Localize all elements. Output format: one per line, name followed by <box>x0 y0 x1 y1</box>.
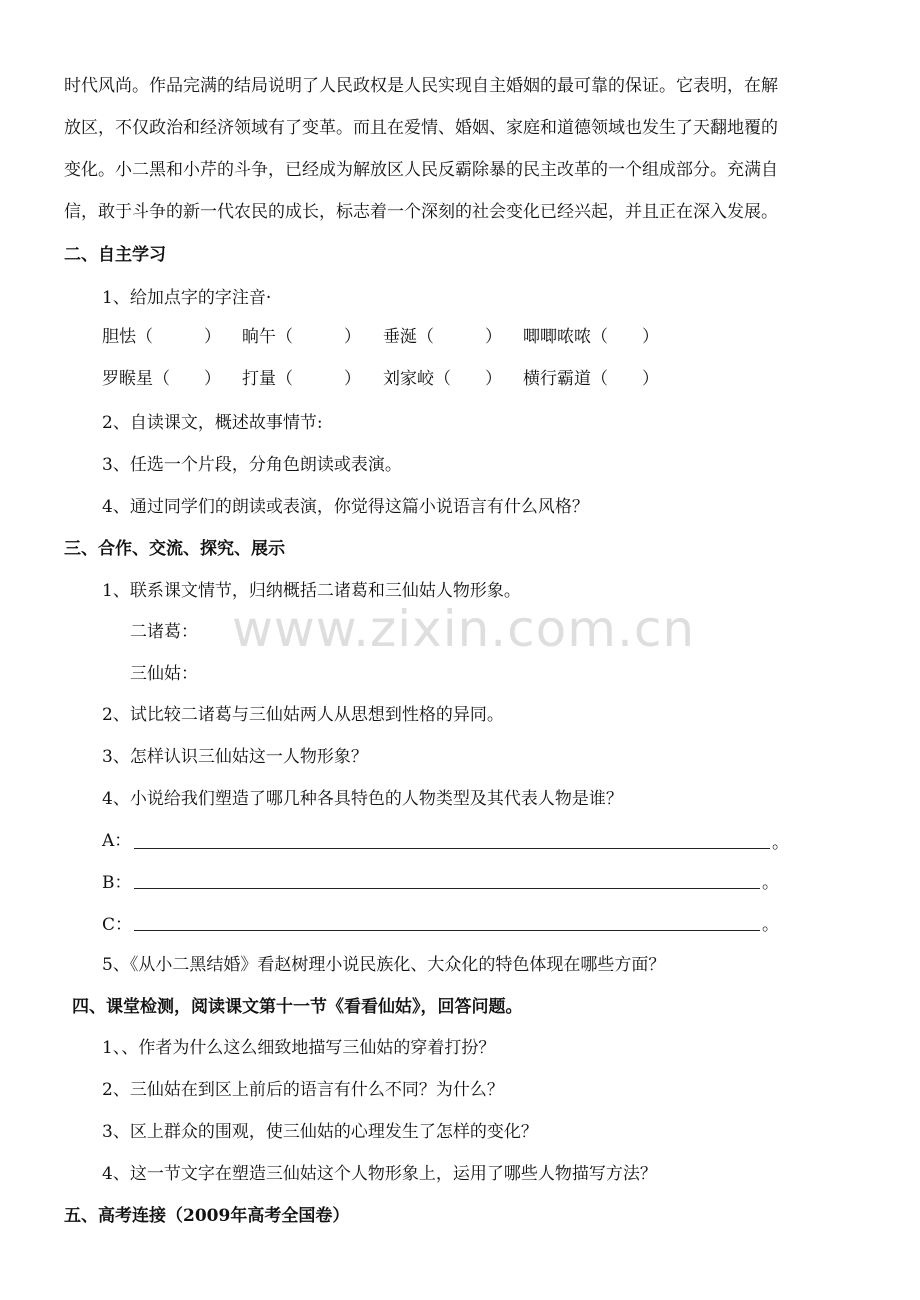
answer-line-a[interactable] <box>134 847 770 849</box>
s3-question-5: 5、《从小二黑结婚》看赵树理小说民族化、大众化的特色体现在哪些方面？ <box>102 955 666 975</box>
answer-line-b[interactable] <box>134 887 760 889</box>
s2-question-3: 3、任选一个片段，分角色朗读或表演。 <box>102 455 402 475</box>
answer-label-b: B： <box>102 873 132 893</box>
s3-question-1: 1、联系课文情节，归纳概括二诸葛和三仙姑人物形象。 <box>102 581 521 601</box>
s2-question-4: 4、通过同学们的朗读或表演，你觉得这篇小说语言有什么风格？ <box>102 497 589 517</box>
pinyin-item: 垂涎（ ） <box>383 327 502 347</box>
s2-question-1: 1、给加点字的字注音· <box>102 288 272 308</box>
s4-question-2: 2、三仙姑在到区上前后的语言有什么不同？为什么？ <box>102 1080 504 1100</box>
intro-line-1: 时代风尚。作品完满的结局说明了人民政权是人民实现自主婚姻的最可靠的保证。它表明，在解 <box>64 76 778 96</box>
pinyin-item: 晌午（ ） <box>242 327 361 347</box>
intro-line-2: 放区，不仅政治和经济领域有了变革。而且在爱情、婚姻、家庭和道德领域也发生了天翻地覆的 <box>64 118 778 138</box>
section-5-title: 五、高考连接（2009年高考全国卷） <box>64 1206 350 1226</box>
pinyin-item: 刘家峧（ ） <box>383 369 502 389</box>
section-4-title: 四、课堂检测，阅读课文第十一节《看看仙姑》，回答问题。 <box>72 997 523 1017</box>
s4-question-4: 4、这一节文字在塑造三仙姑这个人物形象上，运用了哪些人物描写方法？ <box>102 1164 657 1184</box>
answer-line-c[interactable] <box>134 929 760 931</box>
intro-line-4: 信，敢于斗争的新一代农民的成长，标志着一个深刻的社会变化已经兴起，并且正在深入发展。 <box>64 202 778 222</box>
answer-period-b: 。 <box>762 873 779 893</box>
s3-answer-sanxiangu: 三仙姑： <box>130 664 198 684</box>
pinyin-item: 胆怯（ ） <box>102 327 221 347</box>
s3-answer-erzhuge: 二诸葛： <box>130 622 198 642</box>
s2-question-2: 2、自读课文，概述故事情节: <box>102 413 323 433</box>
watermark: www.zixin.com.cn <box>232 600 696 658</box>
section-2-title: 二、自主学习 <box>64 245 166 265</box>
answer-period-a: 。 <box>772 833 789 853</box>
s3-question-4: 4、小说给我们塑造了哪几种各具特色的人物类型及其代表人物是谁？ <box>102 789 623 809</box>
s4-question-1: 1、、作者为什么这么细致地描写三仙姑的穿着打扮？ <box>102 1038 496 1058</box>
answer-label-c: C： <box>102 915 133 935</box>
pinyin-item: 唧唧哝哝（ ） <box>523 327 659 347</box>
answer-period-c: 。 <box>762 915 779 935</box>
pinyin-item: 罗睺星（ ） <box>102 369 221 389</box>
pinyin-item: 横行霸道（ ） <box>523 369 659 389</box>
pinyin-item: 打量（ ） <box>242 369 361 389</box>
answer-label-a: A： <box>102 831 132 851</box>
s3-question-3: 3、怎样认识三仙姑这一人物形象？ <box>102 747 368 767</box>
section-3-title: 三、合作、交流、探究、展示 <box>64 539 285 559</box>
s3-question-2: 2、试比较二诸葛与三仙姑两人从思想到性格的异同。 <box>102 705 504 725</box>
intro-line-3: 变化。小二黑和小芹的斗争，已经成为解放区人民反霸除暴的民主改革的一个组成部分。充满自 <box>64 160 778 180</box>
s4-question-3: 3、区上群众的围观，使三仙姑的心理发生了怎样的变化？ <box>102 1122 538 1142</box>
